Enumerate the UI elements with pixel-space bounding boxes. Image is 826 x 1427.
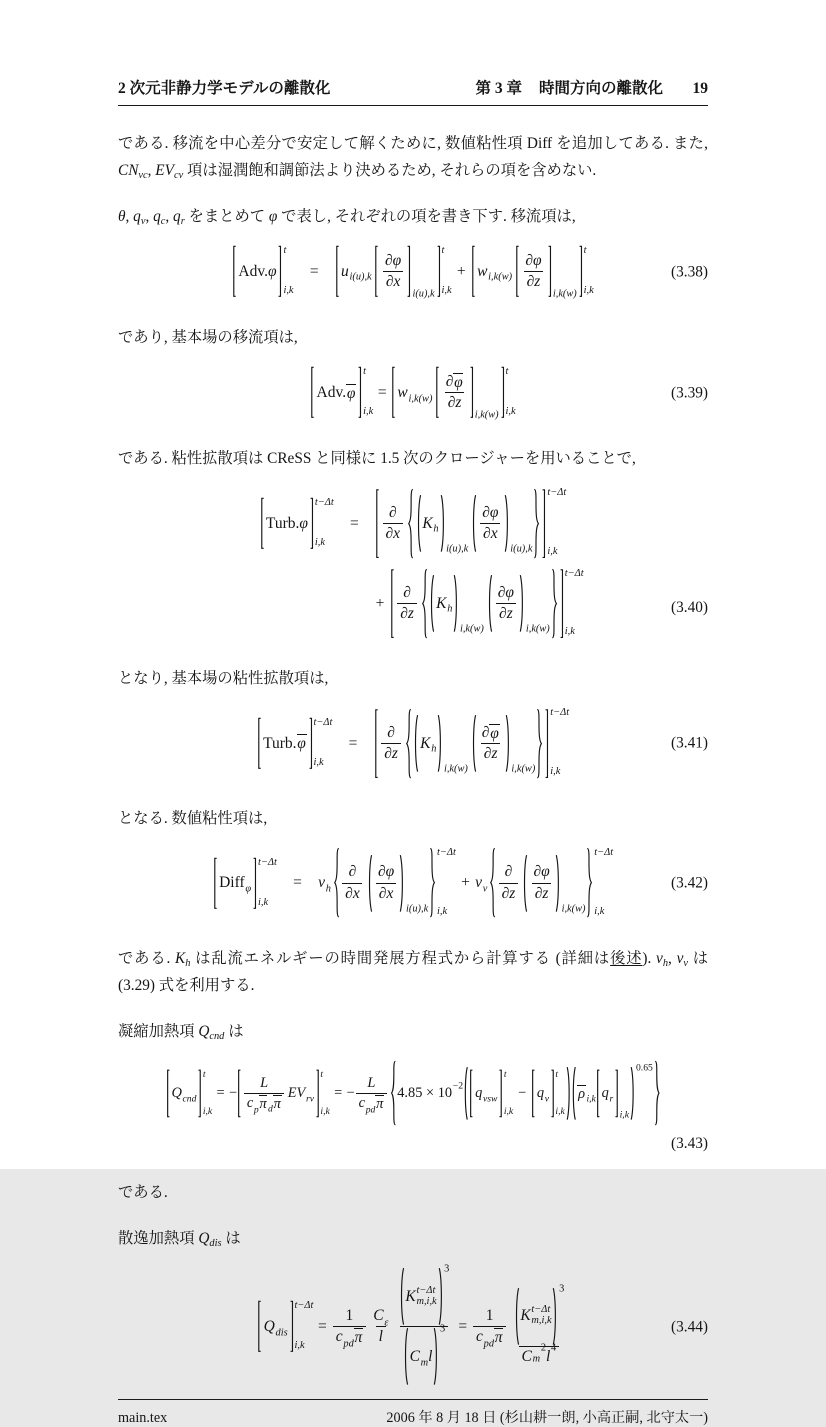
equation-3-41 xyxy=(118,708,708,779)
equation-3-40 xyxy=(118,488,708,640)
equation-3-43 xyxy=(118,1060,708,1153)
equation-number-3-38: (3.38) xyxy=(671,262,708,280)
paragraph-turbulence-intro: である. 粘性拡散項は CReSS と同様に 1.5 次のクロージャーを用いることで, xyxy=(118,450,636,468)
header-chapter: 第 3 章 xyxy=(475,80,522,97)
paragraph-condensation-heading: 凝縮加熱項 $Q_{cnd}$ は xyxy=(118,1022,244,1042)
equation-3-42-body: Diff φ t−Δt i,k = ν h ∂ ∂x ∂φ ∂x i(u),k t−Δt i,k + ν v ∂ ∂z ∂φ ∂z i,k(w) t−Δt i,k xyxy=(213,847,613,918)
header-left-title: 2 次元非静力学モデルの離散化 xyxy=(118,80,331,97)
paragraph-dearu: である. xyxy=(118,1184,168,1202)
equation-number-3-40: (3.40) xyxy=(671,598,708,616)
equation-3-38-body: Adv. φ t i,k = u i(u),k ∂φ ∂x i(u),k t i,k + w i,k(w) ∂φ ∂z i,k(w) t i,k xyxy=(232,245,594,298)
paragraph-base-advection: であり, 基本場の移流項は, xyxy=(118,328,298,346)
header-section-title: 時間方向の離散化 xyxy=(539,80,664,97)
footer-date-authors: 2006 年 8 月 18 日 (杉山耕一朗, 小高正嗣, 北守太一) xyxy=(386,1409,708,1426)
equation-3-40-line1: Turb. φ t−Δt i,k = ∂ ∂x K h i(u),k ∂φ ∂x i(u),k t−Δt i,k xyxy=(260,488,567,559)
header-right xyxy=(475,80,708,99)
page-header xyxy=(118,80,708,106)
equation-number-3-44: (3.44) xyxy=(671,1318,708,1336)
paragraph-base-turbulence: となり, 基本場の粘性拡散項は, xyxy=(118,670,329,688)
equation-number-3-43: (3.43) xyxy=(671,1135,708,1153)
equation-3-44 xyxy=(118,1263,708,1386)
equation-number-3-39: (3.39) xyxy=(671,384,708,402)
footer-filename: main.tex xyxy=(118,1409,168,1426)
equation-3-44-body: Q dis t−Δt i,k = 1 c pd π C ε l K t−Δt m,i,k 3 C m l 3 = 1 c pd π K t−Δt m,i,k 3 C m 2 l 4 xyxy=(257,1267,568,1386)
page-number: 19 xyxy=(692,80,708,97)
equation-3-39 xyxy=(118,366,708,419)
equation-3-42 xyxy=(118,847,708,918)
page-footer xyxy=(118,1399,708,1427)
paragraph-dissipation-heading: 散逸加熱項 $Q_{dis}$ は xyxy=(118,1229,241,1250)
equation-number-3-41: (3.41) xyxy=(671,734,708,752)
equation-3-39-body: Adv. φ t i,k = w i,k(w) ∂ φ ∂z i,k(w) t i,k xyxy=(310,366,515,419)
equation-3-43-body: Q cnd t i,k = − L c p π d π EV rv t i,k = − L c pd π 4.85 × 10 −2 q vsw t i,k − q v t i,k ρ i,k q r i,k 0.65 xyxy=(166,1060,661,1126)
equation-3-38 xyxy=(118,245,708,298)
equation-3-41-body: Turb. φ t−Δt i,k = ∂ ∂z K h i,k(w) ∂ φ ∂z i,k(w) t−Δt i,k xyxy=(257,708,569,779)
paragraph-phi-definition: θ, $q_v$, $q_c$, $q_r$ をまとめて φ で表し, それぞれの項を書き下す. 移流項は, xyxy=(118,207,576,227)
equation-number-3-42: (3.42) xyxy=(671,874,708,892)
paragraph-kh-note: である. $K_h$ は乱流エネルギーの時間発展方程式から計算する (詳細は後述). $\nu_h$, $\nu_v$ は (3.29) 式を利用する. xyxy=(118,949,708,995)
paragraph-numerical-viscosity: となる. 数値粘性項は, xyxy=(118,809,268,827)
equation-3-40-line2: + ∂ ∂z K h i,k(w) ∂φ ∂z i,k(w) t−Δt i,k xyxy=(375,567,584,638)
paragraph-diff-intro: である. 移流を中心差分で安定して解くために, 数値粘性項 Diff を追加してある. また, $CN_{vc}$, $EV_{cv}$ 項は湿潤飽和調節法より決めるため, それらの項を含めない. xyxy=(118,134,708,182)
